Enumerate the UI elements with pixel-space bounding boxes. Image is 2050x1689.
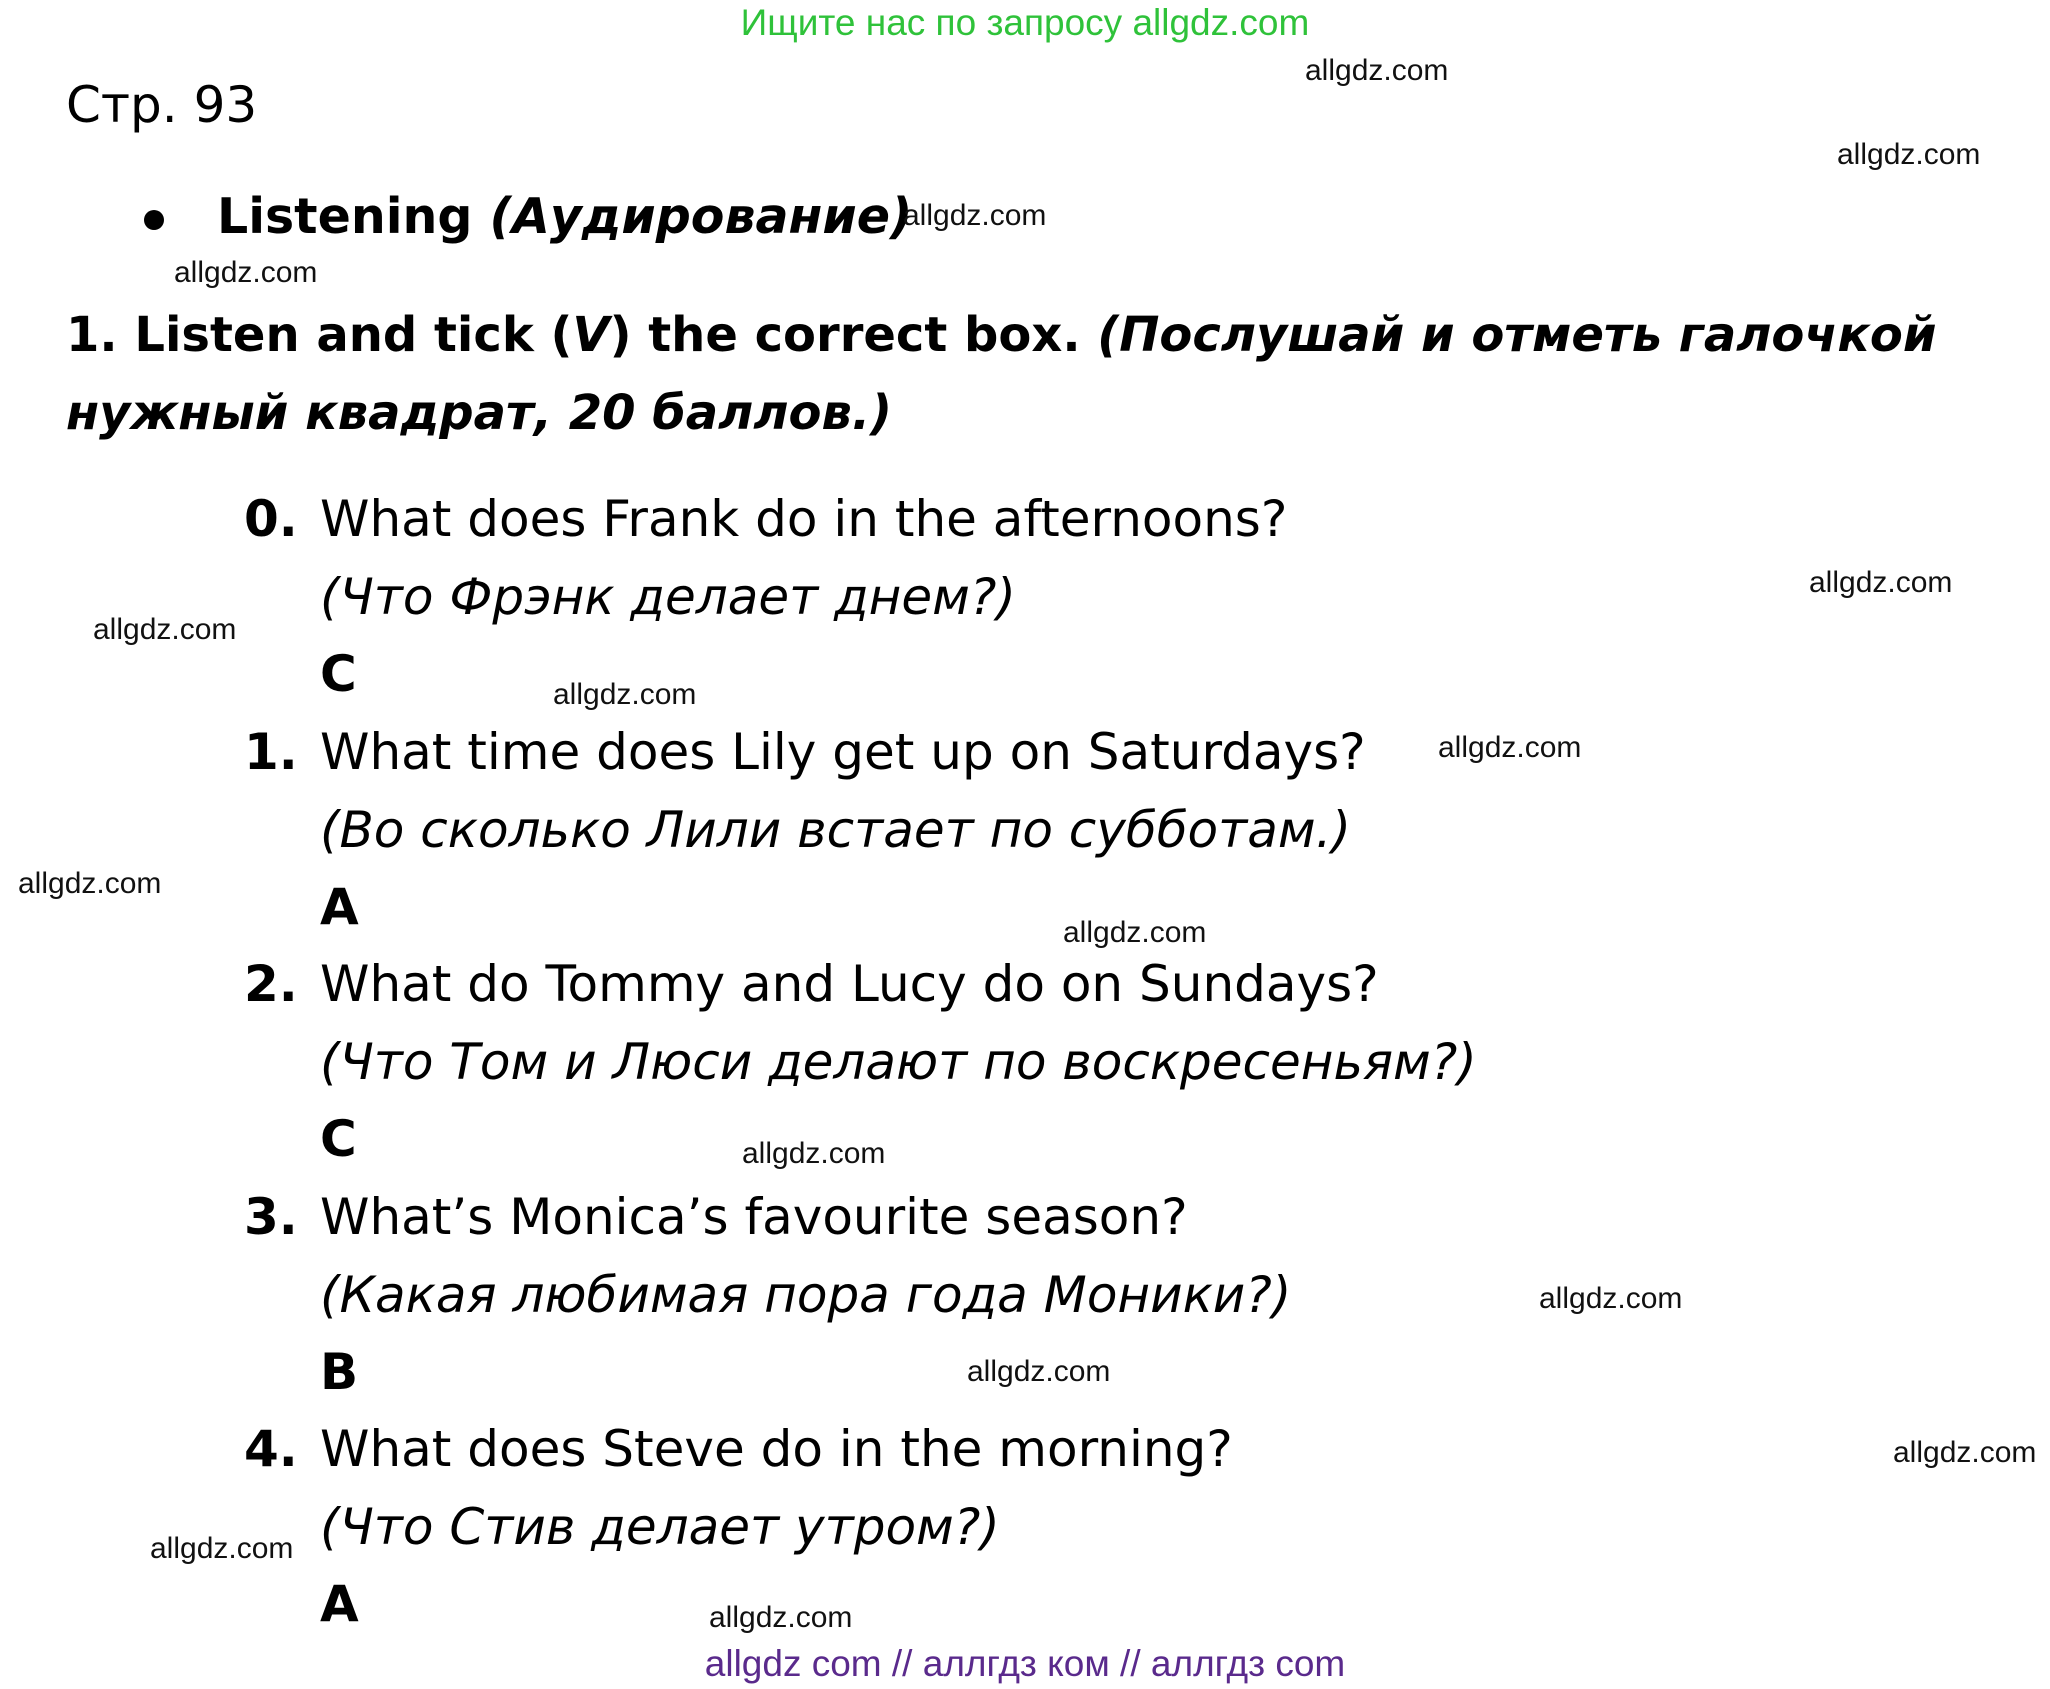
task-number: 1.: [66, 307, 118, 363]
watermark: allgdz.com: [967, 1355, 1111, 1388]
section-title-ru: (Аудирование): [489, 188, 913, 245]
watermark: allgdz.com: [1305, 54, 1449, 87]
question-text-en: What do Tommy and Lucy do on Sundays?: [320, 955, 1379, 1013]
watermark: allgdz.com: [93, 613, 237, 646]
header-search-link[interactable]: Ищите нас по запросу allgdz.com: [740, 2, 1310, 43]
watermark: allgdz.com: [18, 867, 162, 900]
page-number: Стр. 93: [66, 76, 258, 134]
question-answer: A: [320, 1575, 359, 1633]
task-instruction: [66, 296, 2046, 452]
watermark: allgdz.com: [150, 1532, 294, 1565]
watermark: allgdz.com: [903, 199, 1047, 232]
section-title-en: Listening: [217, 188, 473, 245]
question-text-ru: (Что Том и Люси делают по воскресеньям?): [320, 1033, 1477, 1091]
watermark: allgdz.com: [1539, 1282, 1683, 1315]
watermark: allgdz.com: [553, 678, 697, 711]
question-answer: B: [320, 1343, 359, 1401]
question-number: 4.: [244, 1420, 298, 1478]
task-text-before: Listen and tick (: [134, 307, 573, 363]
watermark: allgdz.com: [742, 1137, 886, 1170]
question-text-en: What’s Monica’s favourite season?: [320, 1188, 1188, 1246]
section-heading: [217, 188, 912, 245]
watermark: allgdz.com: [1438, 731, 1582, 764]
question-number: 2.: [244, 955, 298, 1013]
question-number: 1.: [244, 723, 298, 781]
watermark: allgdz.com: [1063, 916, 1207, 949]
question-number: 3.: [244, 1188, 298, 1246]
watermark: allgdz.com: [1837, 138, 1981, 171]
tick-symbol: V: [572, 307, 610, 363]
footer-link[interactable]: allgdz com // аллгдз ком // аллгдз com: [704, 1643, 1346, 1684]
watermark: allgdz.com: [1893, 1436, 2037, 1469]
watermark: allgdz.com: [1809, 566, 1953, 599]
question-answer: C: [320, 1110, 357, 1168]
question-answer: A: [320, 878, 359, 936]
question-text-ru: (Что Фрэнк делает днем?): [320, 568, 1016, 626]
question-text-ru: (Какая любимая пора года Моники?): [320, 1266, 1292, 1324]
question-text-ru: (Что Стив делает утром?): [320, 1498, 1000, 1556]
question-answer: C: [320, 645, 357, 703]
watermark: allgdz.com: [174, 256, 318, 289]
question-text-en: What time does Lily get up on Saturdays?: [320, 723, 1366, 781]
question-number: 0.: [244, 490, 298, 548]
task-text-ru: (Послушай и отметь галочкой нужный квадрат, 20 баллов.): [66, 307, 1937, 441]
bullet-icon: [144, 210, 164, 230]
question-text-en: What does Steve do in the morning?: [320, 1420, 1233, 1478]
question-text-ru: (Во сколько Лили встает по субботам.): [320, 801, 1352, 859]
question-text-en: What does Frank do in the afternoons?: [320, 490, 1288, 548]
task-text-after: ) the correct box.: [609, 307, 1081, 363]
watermark: allgdz.com: [709, 1601, 853, 1634]
